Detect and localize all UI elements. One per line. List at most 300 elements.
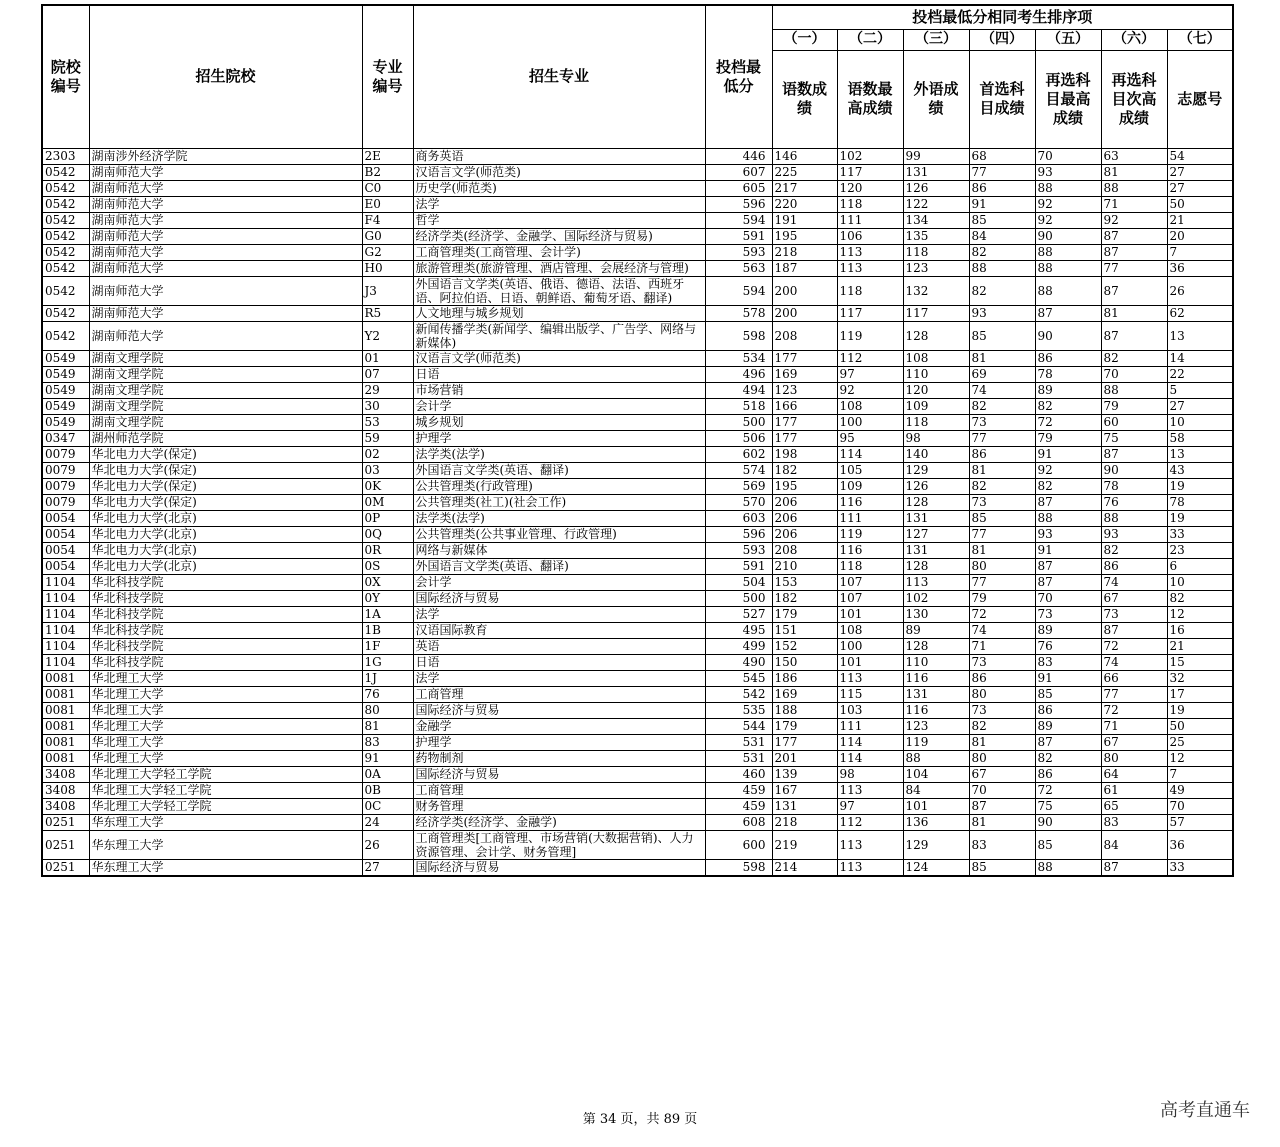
major-name-cell: 国际经济与贸易 bbox=[413, 859, 705, 876]
college-name-cell: 湖南文理学院 bbox=[89, 414, 362, 430]
sort4-cell: 80 bbox=[969, 686, 1035, 702]
sort3-cell: 89 bbox=[903, 622, 969, 638]
sort6-cell: 82 bbox=[1101, 350, 1167, 366]
sort7-cell: 33 bbox=[1167, 526, 1233, 542]
major-name-cell: 会计学 bbox=[413, 398, 705, 414]
college-code-cell: 0542 bbox=[42, 196, 89, 212]
min-score-cell: 518 bbox=[705, 398, 772, 414]
sort7-cell: 7 bbox=[1167, 244, 1233, 260]
header-sort-number: （四） bbox=[969, 29, 1035, 50]
sort5-cell: 87 bbox=[1035, 558, 1101, 574]
major-code-cell: 53 bbox=[362, 414, 413, 430]
major-code-cell: B2 bbox=[362, 164, 413, 180]
major-name-cell: 国际经济与贸易 bbox=[413, 766, 705, 782]
sort1-cell: 177 bbox=[772, 350, 837, 366]
major-code-cell: 0X bbox=[362, 574, 413, 590]
sort4-cell: 85 bbox=[969, 859, 1035, 876]
sort2-cell: 102 bbox=[837, 148, 903, 164]
sort4-cell: 84 bbox=[969, 228, 1035, 244]
sort1-cell: 150 bbox=[772, 654, 837, 670]
min-score-cell: 563 bbox=[705, 260, 772, 276]
sort1-cell: 169 bbox=[772, 366, 837, 382]
sort7-cell: 20 bbox=[1167, 228, 1233, 244]
sort4-cell: 77 bbox=[969, 526, 1035, 542]
min-score-cell: 598 bbox=[705, 321, 772, 350]
major-code-cell: 01 bbox=[362, 350, 413, 366]
sort2-cell: 107 bbox=[837, 590, 903, 606]
min-score-cell: 459 bbox=[705, 782, 772, 798]
sort6-cell: 87 bbox=[1101, 321, 1167, 350]
sort1-cell: 186 bbox=[772, 670, 837, 686]
major-name-cell: 药物制剂 bbox=[413, 750, 705, 766]
sort6-cell: 74 bbox=[1101, 654, 1167, 670]
sort5-cell: 70 bbox=[1035, 148, 1101, 164]
major-name-cell: 日语 bbox=[413, 366, 705, 382]
college-code-cell: 0054 bbox=[42, 510, 89, 526]
sort2-cell: 108 bbox=[837, 622, 903, 638]
header-sort-number: （一） bbox=[772, 29, 837, 50]
sort4-cell: 88 bbox=[969, 260, 1035, 276]
college-code-cell: 0542 bbox=[42, 305, 89, 321]
college-name-cell: 华北理工大学 bbox=[89, 750, 362, 766]
sort7-cell: 12 bbox=[1167, 750, 1233, 766]
college-name-cell: 华北电力大学(保定) bbox=[89, 478, 362, 494]
college-name-cell: 华北理工大学 bbox=[89, 718, 362, 734]
sort3-cell: 118 bbox=[903, 244, 969, 260]
table-row bbox=[42, 260, 1233, 276]
sort2-cell: 118 bbox=[837, 558, 903, 574]
min-score-cell: 506 bbox=[705, 430, 772, 446]
sort5-cell: 86 bbox=[1035, 766, 1101, 782]
college-code-cell: 0054 bbox=[42, 558, 89, 574]
sort2-cell: 98 bbox=[837, 766, 903, 782]
sort3-cell: 123 bbox=[903, 718, 969, 734]
major-name-cell: 哲学 bbox=[413, 212, 705, 228]
major-code-cell: 0A bbox=[362, 766, 413, 782]
table-row bbox=[42, 366, 1233, 382]
sort5-cell: 86 bbox=[1035, 702, 1101, 718]
sort5-cell: 76 bbox=[1035, 638, 1101, 654]
sort7-cell: 13 bbox=[1167, 321, 1233, 350]
min-score-cell: 527 bbox=[705, 606, 772, 622]
college-name-cell: 华北理工大学轻工学院 bbox=[89, 782, 362, 798]
table-row bbox=[42, 798, 1233, 814]
sort6-cell: 71 bbox=[1101, 196, 1167, 212]
sort6-cell: 67 bbox=[1101, 590, 1167, 606]
table-row bbox=[42, 702, 1233, 718]
sort3-cell: 134 bbox=[903, 212, 969, 228]
college-name-cell: 湖南师范大学 bbox=[89, 228, 362, 244]
sort5-cell: 88 bbox=[1035, 180, 1101, 196]
college-name-cell: 湖南师范大学 bbox=[89, 244, 362, 260]
college-name-cell: 华东理工大学 bbox=[89, 859, 362, 876]
sort4-cell: 85 bbox=[969, 510, 1035, 526]
sort1-cell: 177 bbox=[772, 734, 837, 750]
sort7-cell: 54 bbox=[1167, 148, 1233, 164]
college-name-cell: 湖南文理学院 bbox=[89, 398, 362, 414]
sort2-cell: 111 bbox=[837, 718, 903, 734]
sort2-cell: 111 bbox=[837, 510, 903, 526]
sort6-cell: 82 bbox=[1101, 542, 1167, 558]
sort2-cell: 119 bbox=[837, 321, 903, 350]
sort4-cell: 85 bbox=[969, 212, 1035, 228]
sort2-cell: 116 bbox=[837, 542, 903, 558]
sort7-cell: 70 bbox=[1167, 798, 1233, 814]
major-name-cell: 经济学类(经济学、金融学) bbox=[413, 814, 705, 830]
sort3-cell: 128 bbox=[903, 638, 969, 654]
header-major-name: 招生专业 bbox=[413, 5, 705, 148]
sort4-cell: 80 bbox=[969, 558, 1035, 574]
major-code-cell: G2 bbox=[362, 244, 413, 260]
sort1-cell: 217 bbox=[772, 180, 837, 196]
college-code-cell: 0081 bbox=[42, 686, 89, 702]
college-name-cell: 湖南师范大学 bbox=[89, 164, 362, 180]
college-code-cell: 0542 bbox=[42, 228, 89, 244]
sort7-cell: 36 bbox=[1167, 830, 1233, 859]
sort2-cell: 120 bbox=[837, 180, 903, 196]
min-score-cell: 600 bbox=[705, 830, 772, 859]
min-score-cell: 591 bbox=[705, 558, 772, 574]
major-code-cell: 76 bbox=[362, 686, 413, 702]
sort3-cell: 131 bbox=[903, 542, 969, 558]
min-score-cell: 499 bbox=[705, 638, 772, 654]
major-code-cell: 0Y bbox=[362, 590, 413, 606]
sort3-cell: 126 bbox=[903, 180, 969, 196]
min-score-cell: 496 bbox=[705, 366, 772, 382]
table-row bbox=[42, 814, 1233, 830]
sort6-cell: 72 bbox=[1101, 638, 1167, 654]
major-name-cell: 网络与新媒体 bbox=[413, 542, 705, 558]
sort3-cell: 123 bbox=[903, 260, 969, 276]
sort3-cell: 131 bbox=[903, 164, 969, 180]
sort1-cell: 200 bbox=[772, 276, 837, 305]
table-row bbox=[42, 670, 1233, 686]
min-score-cell: 531 bbox=[705, 734, 772, 750]
min-score-cell: 569 bbox=[705, 478, 772, 494]
major-code-cell: R5 bbox=[362, 305, 413, 321]
major-name-cell: 工商管理类(工商管理、会计学) bbox=[413, 244, 705, 260]
sort7-cell: 21 bbox=[1167, 212, 1233, 228]
major-name-cell: 城乡规划 bbox=[413, 414, 705, 430]
major-code-cell: 1G bbox=[362, 654, 413, 670]
sort6-cell: 64 bbox=[1101, 766, 1167, 782]
college-code-cell: 0542 bbox=[42, 321, 89, 350]
watermark: 高考直通车 bbox=[1160, 1100, 1250, 1121]
sort7-cell: 49 bbox=[1167, 782, 1233, 798]
min-score-cell: 494 bbox=[705, 382, 772, 398]
min-score-cell: 534 bbox=[705, 350, 772, 366]
sort4-cell: 77 bbox=[969, 164, 1035, 180]
sort7-cell: 58 bbox=[1167, 430, 1233, 446]
sort5-cell: 90 bbox=[1035, 321, 1101, 350]
sort7-cell: 19 bbox=[1167, 510, 1233, 526]
min-score-cell: 594 bbox=[705, 212, 772, 228]
header-sort-number: （五） bbox=[1035, 29, 1101, 50]
major-code-cell: 59 bbox=[362, 430, 413, 446]
min-score-cell: 574 bbox=[705, 462, 772, 478]
college-code-cell: 0542 bbox=[42, 244, 89, 260]
sort2-cell: 113 bbox=[837, 859, 903, 876]
sort1-cell: 219 bbox=[772, 830, 837, 859]
table-row bbox=[42, 228, 1233, 244]
sort7-cell: 50 bbox=[1167, 196, 1233, 212]
sort1-cell: 151 bbox=[772, 622, 837, 638]
college-name-cell: 华北理工大学 bbox=[89, 670, 362, 686]
college-name-cell: 华北理工大学轻工学院 bbox=[89, 798, 362, 814]
college-name-cell: 华北科技学院 bbox=[89, 606, 362, 622]
college-code-cell: 0251 bbox=[42, 830, 89, 859]
major-code-cell: 2E bbox=[362, 148, 413, 164]
major-name-cell: 工商管理类[工商管理、市场营销(大数据营销)、人力资源管理、会计学、财务管理] bbox=[413, 830, 705, 859]
sort3-cell: 102 bbox=[903, 590, 969, 606]
sort2-cell: 113 bbox=[837, 782, 903, 798]
sort5-cell: 79 bbox=[1035, 430, 1101, 446]
college-name-cell: 华北电力大学(北京) bbox=[89, 542, 362, 558]
sort6-cell: 93 bbox=[1101, 526, 1167, 542]
sort7-cell: 25 bbox=[1167, 734, 1233, 750]
college-code-cell: 2303 bbox=[42, 148, 89, 164]
table-row bbox=[42, 734, 1233, 750]
table-row bbox=[42, 164, 1233, 180]
min-score-cell: 495 bbox=[705, 622, 772, 638]
min-score-cell: 596 bbox=[705, 196, 772, 212]
major-code-cell: 24 bbox=[362, 814, 413, 830]
sort6-cell: 92 bbox=[1101, 212, 1167, 228]
sort3-cell: 84 bbox=[903, 782, 969, 798]
sort5-cell: 82 bbox=[1035, 478, 1101, 494]
sort7-cell: 36 bbox=[1167, 260, 1233, 276]
sort1-cell: 123 bbox=[772, 382, 837, 398]
sort7-cell: 62 bbox=[1167, 305, 1233, 321]
table-row bbox=[42, 244, 1233, 260]
sort4-cell: 81 bbox=[969, 350, 1035, 366]
major-name-cell: 法学类(法学) bbox=[413, 510, 705, 526]
sort4-cell: 79 bbox=[969, 590, 1035, 606]
major-code-cell: G0 bbox=[362, 228, 413, 244]
sort6-cell: 88 bbox=[1101, 180, 1167, 196]
major-code-cell: 30 bbox=[362, 398, 413, 414]
major-name-cell: 法学 bbox=[413, 196, 705, 212]
sort4-cell: 73 bbox=[969, 414, 1035, 430]
min-score-cell: 605 bbox=[705, 180, 772, 196]
sort5-cell: 86 bbox=[1035, 350, 1101, 366]
table-row bbox=[42, 859, 1233, 876]
college-name-cell: 华北电力大学(保定) bbox=[89, 446, 362, 462]
min-score-cell: 603 bbox=[705, 510, 772, 526]
sort2-cell: 92 bbox=[837, 382, 903, 398]
sort3-cell: 124 bbox=[903, 859, 969, 876]
college-name-cell: 湖南师范大学 bbox=[89, 180, 362, 196]
sort3-cell: 128 bbox=[903, 558, 969, 574]
sort1-cell: 218 bbox=[772, 244, 837, 260]
college-name-cell: 华北电力大学(保定) bbox=[89, 494, 362, 510]
college-name-cell: 湖南师范大学 bbox=[89, 196, 362, 212]
sort3-cell: 118 bbox=[903, 414, 969, 430]
sort5-cell: 88 bbox=[1035, 510, 1101, 526]
sort1-cell: 131 bbox=[772, 798, 837, 814]
sort5-cell: 89 bbox=[1035, 382, 1101, 398]
college-name-cell: 华北科技学院 bbox=[89, 590, 362, 606]
sort7-cell: 10 bbox=[1167, 414, 1233, 430]
major-code-cell: H0 bbox=[362, 260, 413, 276]
college-name-cell: 湖南师范大学 bbox=[89, 212, 362, 228]
major-code-cell: 1A bbox=[362, 606, 413, 622]
header-sort-number: （七） bbox=[1167, 29, 1233, 50]
sort2-cell: 119 bbox=[837, 526, 903, 542]
sort1-cell: 182 bbox=[772, 590, 837, 606]
sort6-cell: 87 bbox=[1101, 276, 1167, 305]
college-name-cell: 华北理工大学 bbox=[89, 702, 362, 718]
table-row bbox=[42, 590, 1233, 606]
major-name-cell: 法学类(法学) bbox=[413, 446, 705, 462]
major-code-cell: E0 bbox=[362, 196, 413, 212]
sort4-cell: 82 bbox=[969, 244, 1035, 260]
major-code-cell: 1F bbox=[362, 638, 413, 654]
major-code-cell: 91 bbox=[362, 750, 413, 766]
college-code-cell: 0549 bbox=[42, 382, 89, 398]
major-name-cell: 法学 bbox=[413, 670, 705, 686]
sort3-cell: 88 bbox=[903, 750, 969, 766]
college-name-cell: 湖南文理学院 bbox=[89, 366, 362, 382]
table-row bbox=[42, 196, 1233, 212]
sort4-cell: 86 bbox=[969, 670, 1035, 686]
college-name-cell: 华北理工大学 bbox=[89, 686, 362, 702]
min-score-cell: 608 bbox=[705, 814, 772, 830]
college-code-cell: 3408 bbox=[42, 782, 89, 798]
table-row bbox=[42, 718, 1233, 734]
college-name-cell: 湖南文理学院 bbox=[89, 382, 362, 398]
college-code-cell: 0542 bbox=[42, 276, 89, 305]
sort3-cell: 110 bbox=[903, 366, 969, 382]
major-code-cell: 1J bbox=[362, 670, 413, 686]
sort5-cell: 87 bbox=[1035, 305, 1101, 321]
sort2-cell: 112 bbox=[837, 814, 903, 830]
sort6-cell: 87 bbox=[1101, 859, 1167, 876]
sort7-cell: 21 bbox=[1167, 638, 1233, 654]
college-name-cell: 湖南涉外经济学院 bbox=[89, 148, 362, 164]
major-name-cell: 日语 bbox=[413, 654, 705, 670]
college-code-cell: 0079 bbox=[42, 478, 89, 494]
table-row bbox=[42, 321, 1233, 350]
sort2-cell: 116 bbox=[837, 494, 903, 510]
sort4-cell: 82 bbox=[969, 478, 1035, 494]
major-code-cell: 0K bbox=[362, 478, 413, 494]
sort6-cell: 75 bbox=[1101, 430, 1167, 446]
sort4-cell: 81 bbox=[969, 734, 1035, 750]
sort4-cell: 83 bbox=[969, 830, 1035, 859]
sort2-cell: 117 bbox=[837, 305, 903, 321]
sort5-cell: 92 bbox=[1035, 462, 1101, 478]
college-code-cell: 0251 bbox=[42, 859, 89, 876]
college-code-cell: 1104 bbox=[42, 622, 89, 638]
sort5-cell: 88 bbox=[1035, 244, 1101, 260]
header-sort-label: 首选科目成绩 bbox=[969, 50, 1035, 148]
sort1-cell: 152 bbox=[772, 638, 837, 654]
college-code-cell: 0542 bbox=[42, 180, 89, 196]
sort3-cell: 110 bbox=[903, 654, 969, 670]
major-code-cell: 26 bbox=[362, 830, 413, 859]
major-code-cell: J3 bbox=[362, 276, 413, 305]
sort4-cell: 74 bbox=[969, 382, 1035, 398]
major-code-cell: 1B bbox=[362, 622, 413, 638]
college-name-cell: 华北电力大学(北京) bbox=[89, 558, 362, 574]
college-code-cell: 0542 bbox=[42, 164, 89, 180]
sort2-cell: 117 bbox=[837, 164, 903, 180]
major-code-cell: F4 bbox=[362, 212, 413, 228]
college-name-cell: 湖南文理学院 bbox=[89, 350, 362, 366]
min-score-cell: 607 bbox=[705, 164, 772, 180]
sort1-cell: 220 bbox=[772, 196, 837, 212]
sort7-cell: 27 bbox=[1167, 398, 1233, 414]
table-row bbox=[42, 622, 1233, 638]
major-name-cell: 外国语言文学类(英语、翻译) bbox=[413, 558, 705, 574]
sort1-cell: 208 bbox=[772, 542, 837, 558]
admission-score-table bbox=[41, 4, 1234, 877]
table-row bbox=[42, 398, 1233, 414]
sort1-cell: 200 bbox=[772, 305, 837, 321]
sort4-cell: 74 bbox=[969, 622, 1035, 638]
sort4-cell: 82 bbox=[969, 398, 1035, 414]
sort6-cell: 88 bbox=[1101, 510, 1167, 526]
college-code-cell: 0549 bbox=[42, 398, 89, 414]
sort7-cell: 50 bbox=[1167, 718, 1233, 734]
sort2-cell: 113 bbox=[837, 670, 903, 686]
sort4-cell: 69 bbox=[969, 366, 1035, 382]
sort4-cell: 85 bbox=[969, 321, 1035, 350]
header-sort-label: 语数成绩 bbox=[772, 50, 837, 148]
major-code-cell: Y2 bbox=[362, 321, 413, 350]
major-name-cell: 公共管理类(行政管理) bbox=[413, 478, 705, 494]
sort5-cell: 89 bbox=[1035, 718, 1101, 734]
college-code-cell: 0542 bbox=[42, 212, 89, 228]
major-name-cell: 公共管理类(公共事业管理、行政管理) bbox=[413, 526, 705, 542]
sort2-cell: 114 bbox=[837, 750, 903, 766]
sort1-cell: 177 bbox=[772, 414, 837, 430]
sort4-cell: 77 bbox=[969, 430, 1035, 446]
sort3-cell: 101 bbox=[903, 798, 969, 814]
college-name-cell: 湖州师范学院 bbox=[89, 430, 362, 446]
sort5-cell: 70 bbox=[1035, 590, 1101, 606]
table-row bbox=[42, 574, 1233, 590]
sort5-cell: 92 bbox=[1035, 196, 1101, 212]
table-row bbox=[42, 542, 1233, 558]
min-score-cell: 602 bbox=[705, 446, 772, 462]
sort7-cell: 82 bbox=[1167, 590, 1233, 606]
sort3-cell: 98 bbox=[903, 430, 969, 446]
sort7-cell: 43 bbox=[1167, 462, 1233, 478]
sort1-cell: 206 bbox=[772, 510, 837, 526]
major-name-cell: 汉语言文学(师范类) bbox=[413, 350, 705, 366]
sort5-cell: 91 bbox=[1035, 542, 1101, 558]
sort3-cell: 135 bbox=[903, 228, 969, 244]
sort6-cell: 87 bbox=[1101, 244, 1167, 260]
min-score-cell: 598 bbox=[705, 859, 772, 876]
major-code-cell: C0 bbox=[362, 180, 413, 196]
major-code-cell: 0M bbox=[362, 494, 413, 510]
college-name-cell: 湖南师范大学 bbox=[89, 260, 362, 276]
college-name-cell: 华北电力大学(保定) bbox=[89, 462, 362, 478]
major-code-cell: 83 bbox=[362, 734, 413, 750]
min-score-cell: 490 bbox=[705, 654, 772, 670]
sort6-cell: 88 bbox=[1101, 382, 1167, 398]
sort7-cell: 27 bbox=[1167, 164, 1233, 180]
major-code-cell: 0P bbox=[362, 510, 413, 526]
major-name-cell: 会计学 bbox=[413, 574, 705, 590]
sort1-cell: 191 bbox=[772, 212, 837, 228]
sort3-cell: 116 bbox=[903, 670, 969, 686]
sort3-cell: 127 bbox=[903, 526, 969, 542]
sort6-cell: 65 bbox=[1101, 798, 1167, 814]
